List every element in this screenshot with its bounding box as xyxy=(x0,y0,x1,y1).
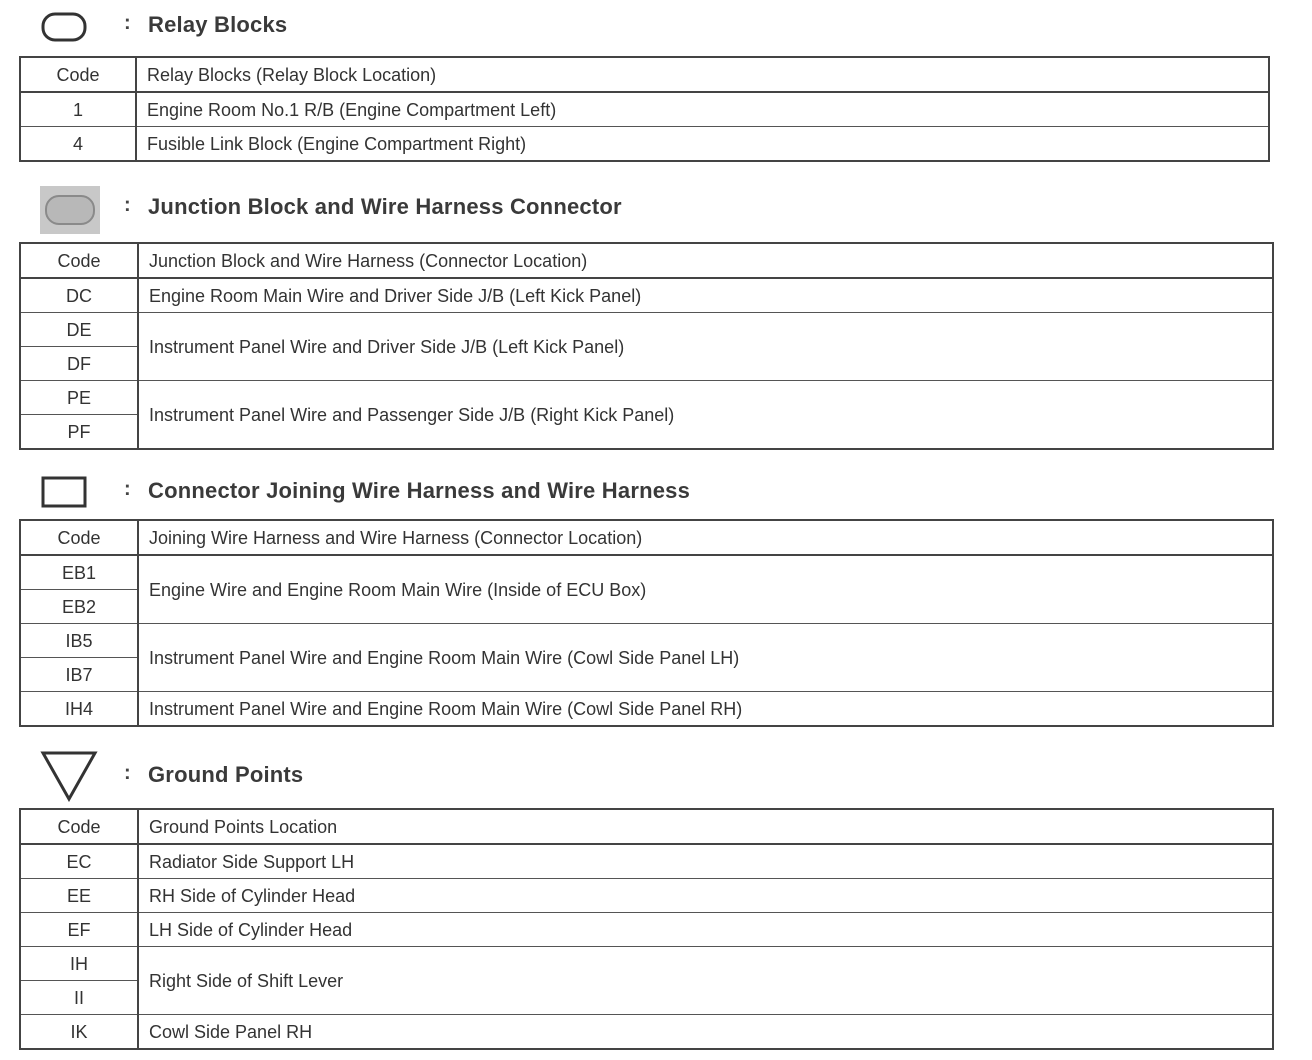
description-cell: Instrument Panel Wire and Passenger Side J/B (Right Kick Panel) xyxy=(138,381,1273,450)
table-row xyxy=(20,381,1273,415)
table-header-row xyxy=(20,809,1273,844)
table-row xyxy=(20,555,1273,590)
section-junction-block-header xyxy=(0,186,1312,226)
code-cell: EC xyxy=(20,844,138,879)
rounded-rectangle-icon xyxy=(40,10,88,49)
section-title: Connector Joining Wire Harness and Wire Harness xyxy=(148,478,691,503)
code-cell: PF xyxy=(20,415,138,450)
table-row xyxy=(20,313,1273,347)
section-relay-blocks-header xyxy=(0,6,1312,46)
code-cell: EF xyxy=(20,913,138,947)
description-column-header: Ground Points Location xyxy=(138,809,1273,844)
code-cell: II xyxy=(20,981,138,1015)
description-column-header: Joining Wire Harness and Wire Harness (Connector Location) xyxy=(138,520,1273,555)
table-row xyxy=(20,947,1273,981)
code-column-header: Code xyxy=(20,520,138,555)
description-cell: Cowl Side Panel RH xyxy=(138,1015,1273,1050)
description-cell: Instrument Panel Wire and Engine Room Main Wire (Cowl Side Panel LH) xyxy=(138,624,1273,692)
code-cell: DF xyxy=(20,347,138,381)
section-title: Junction Block and Wire Harness Connector xyxy=(148,194,622,219)
section-ground-points-header xyxy=(0,750,1312,790)
shaded-rounded-rectangle-icon xyxy=(40,186,100,239)
code-column-header: Code xyxy=(20,243,138,278)
description-cell: Radiator Side Support LH xyxy=(138,844,1273,879)
section-separator: : xyxy=(124,12,131,34)
code-cell: IH4 xyxy=(20,692,138,727)
section-connector-joining-header xyxy=(0,470,1312,510)
code-cell: EE xyxy=(20,879,138,913)
code-cell: IK xyxy=(20,1015,138,1050)
section-title: Relay Blocks xyxy=(148,12,288,37)
description-cell: LH Side of Cylinder Head xyxy=(138,913,1273,947)
code-cell: PE xyxy=(20,381,138,415)
section-separator: : xyxy=(124,478,131,500)
table-header-row xyxy=(20,57,1269,92)
description-cell: Instrument Panel Wire and Driver Side J/B (Left Kick Panel) xyxy=(138,313,1273,381)
description-column-header: Junction Block and Wire Harness (Connector Location) xyxy=(138,243,1273,278)
table-header-row xyxy=(20,520,1273,555)
description-cell: Engine Wire and Engine Room Main Wire (Inside of ECU Box) xyxy=(138,555,1273,624)
code-cell: IB5 xyxy=(20,624,138,658)
code-cell: 4 xyxy=(20,127,136,162)
table-row xyxy=(20,879,1273,913)
table-row xyxy=(20,1015,1273,1050)
relay-blocks-table xyxy=(19,56,1270,162)
connector-joining-table xyxy=(19,519,1274,727)
ground-points-table xyxy=(19,808,1274,1050)
code-cell: 1 xyxy=(20,92,136,127)
description-cell: Right Side of Shift Lever xyxy=(138,947,1273,1015)
code-column-header: Code xyxy=(20,57,136,92)
table-row xyxy=(20,913,1273,947)
table-row xyxy=(20,278,1273,313)
section-separator: : xyxy=(124,194,131,216)
description-column-header: Relay Blocks (Relay Block Location) xyxy=(136,57,1269,92)
section-separator: : xyxy=(124,762,131,784)
description-cell: RH Side of Cylinder Head xyxy=(138,879,1273,913)
code-cell: DE xyxy=(20,313,138,347)
code-cell: DC xyxy=(20,278,138,313)
code-cell: EB2 xyxy=(20,590,138,624)
code-column-header: Code xyxy=(20,809,138,844)
section-title: Ground Points xyxy=(148,762,304,787)
description-cell: Instrument Panel Wire and Engine Room Main Wire (Cowl Side Panel RH) xyxy=(138,692,1273,727)
description-cell: Fusible Link Block (Engine Compartment Right) xyxy=(136,127,1269,162)
code-cell: IH xyxy=(20,947,138,981)
table-row xyxy=(20,692,1273,727)
table-row xyxy=(20,624,1273,658)
table-row xyxy=(20,844,1273,879)
code-cell: IB7 xyxy=(20,658,138,692)
table-row xyxy=(20,127,1269,162)
junction-block-table xyxy=(19,242,1274,450)
description-cell: Engine Room Main Wire and Driver Side J/B (Left Kick Panel) xyxy=(138,278,1273,313)
description-cell: Engine Room No.1 R/B (Engine Compartment Left) xyxy=(136,92,1269,127)
rectangle-icon xyxy=(40,474,88,515)
table-header-row xyxy=(20,243,1273,278)
down-triangle-icon xyxy=(40,750,98,807)
table-row xyxy=(20,92,1269,127)
code-cell: EB1 xyxy=(20,555,138,590)
